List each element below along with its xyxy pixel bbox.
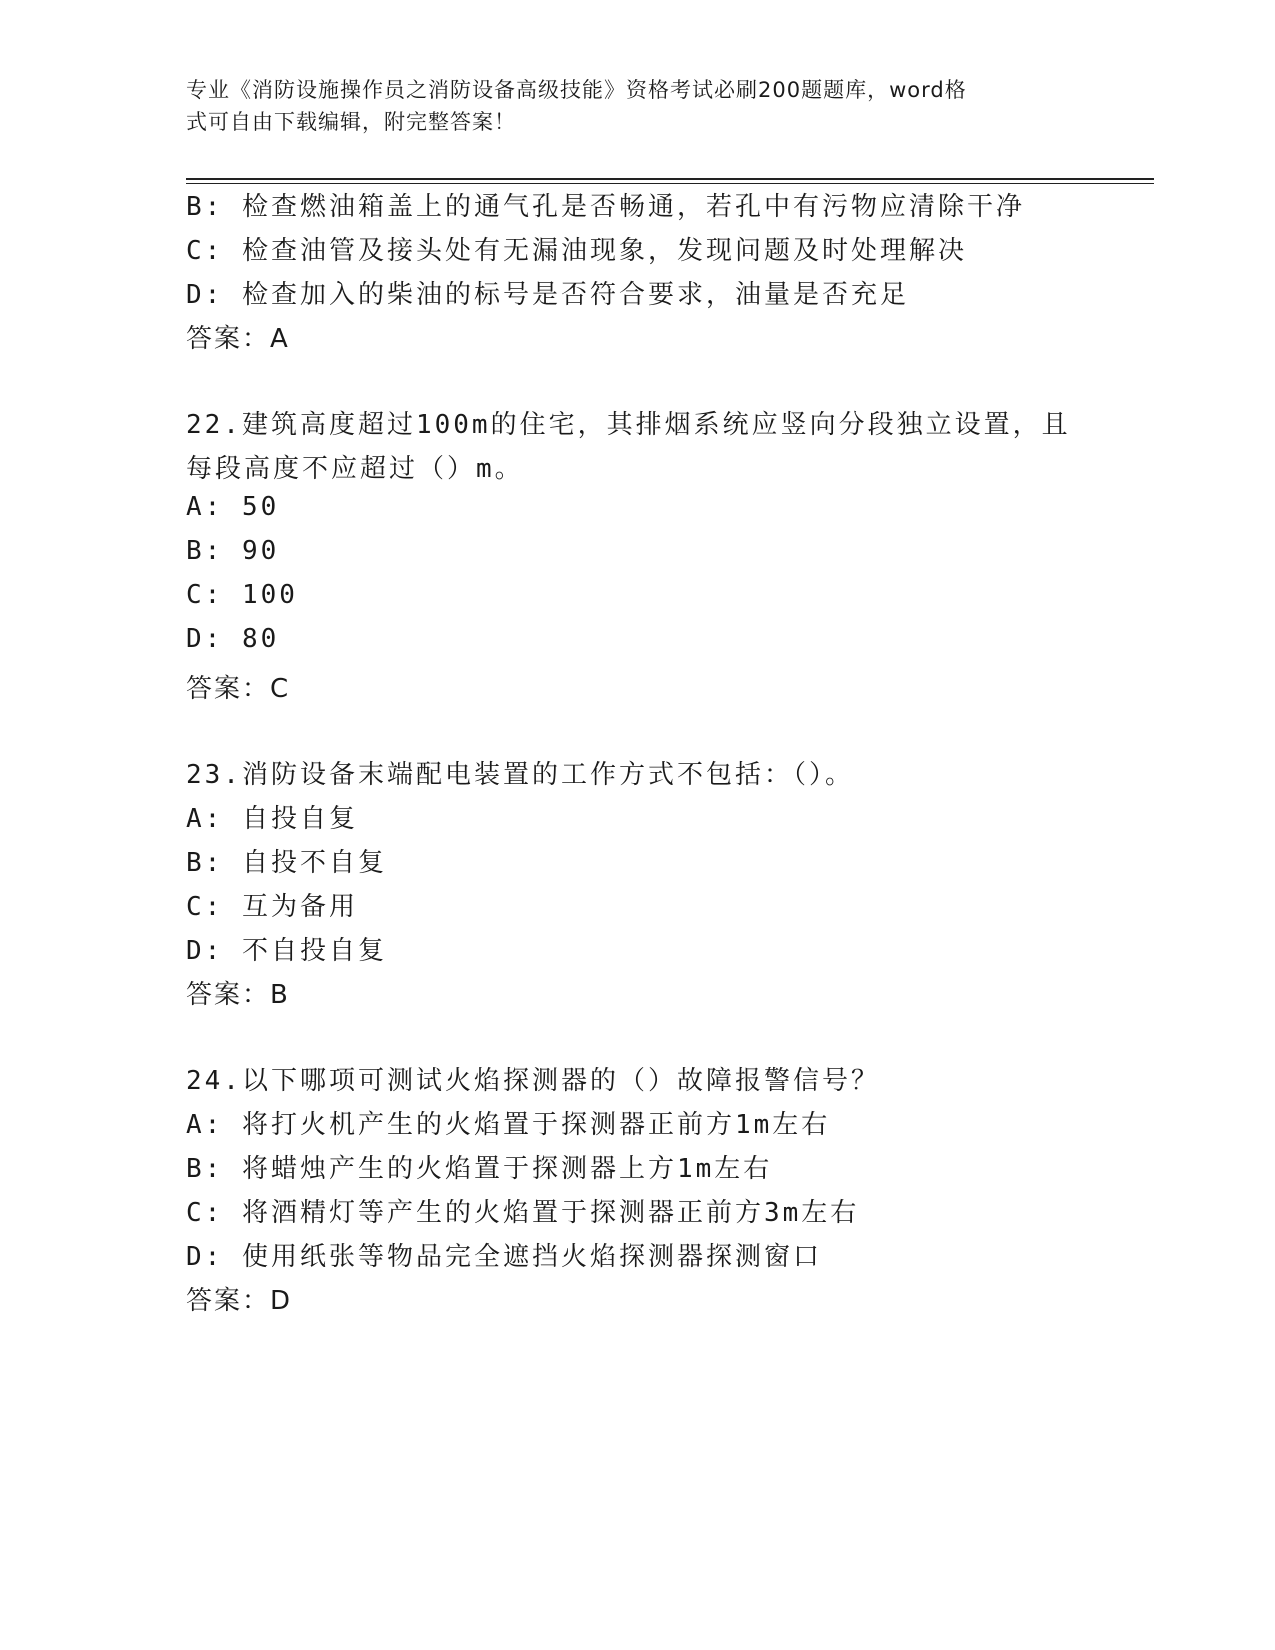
header-line-1: 专业《消防设施操作员之消防设备高级技能》资格考试必刷200题题库，word格 bbox=[186, 78, 967, 102]
q24-option-d: D: 使用纸张等物品完全遮挡火焰探测器探测窗口 bbox=[186, 1242, 822, 1272]
q23-option-b: B: 自投不自复 bbox=[186, 848, 387, 878]
q22-answer: 答案：C bbox=[186, 674, 291, 704]
header-divider-thin bbox=[186, 183, 1154, 184]
q22-option-d: D: 80 bbox=[186, 624, 280, 654]
q23-answer: 答案：B bbox=[186, 980, 290, 1010]
q23-option-c: C: 互为备用 bbox=[186, 892, 358, 922]
q24-option-b: B: 将蜡烛产生的火焰置于探测器上方1m左右 bbox=[186, 1154, 773, 1184]
prev-option-d: D: 检查加入的柴油的标号是否符合要求，油量是否充足 bbox=[186, 280, 909, 310]
q22-option-b: B: 90 bbox=[186, 536, 280, 566]
q24-option-c: C: 将酒精灯等产生的火焰置于探测器正前方3m左右 bbox=[186, 1198, 860, 1228]
prev-answer: 答案：A bbox=[186, 324, 290, 354]
q22-option-a: A: 50 bbox=[186, 492, 280, 522]
prev-option-b: B: 检查燃油箱盖上的通气孔是否畅通，若孔中有污物应清除干净 bbox=[186, 192, 1025, 222]
q23-stem: 23.消防设备末端配电装置的工作方式不包括：（）。 bbox=[186, 760, 854, 790]
q22-stem-line-1: 22.建筑高度超过100m的住宅，其排烟系统应竖向分段独立设置，且 bbox=[186, 410, 1071, 440]
prev-option-c: C: 检查油管及接头处有无漏油现象，发现问题及时处理解决 bbox=[186, 236, 967, 266]
q24-answer: 答案：D bbox=[186, 1286, 293, 1316]
q22-option-c: C: 100 bbox=[186, 580, 298, 610]
header-divider-thick bbox=[186, 178, 1154, 180]
q23-option-a: A: 自投自复 bbox=[186, 804, 358, 834]
q23-option-d: D: 不自投自复 bbox=[186, 936, 387, 966]
q24-option-a: A: 将打火机产生的火焰置于探测器正前方1m左右 bbox=[186, 1110, 831, 1140]
q22-stem-line-2: 每段高度不应超过（）m。 bbox=[186, 454, 524, 484]
q24-stem: 24.以下哪项可测试火焰探测器的（）故障报警信号？ bbox=[186, 1066, 880, 1096]
header-line-2: 式可自由下载编辑，附完整答案！ bbox=[186, 110, 516, 134]
document-header bbox=[186, 74, 1066, 138]
